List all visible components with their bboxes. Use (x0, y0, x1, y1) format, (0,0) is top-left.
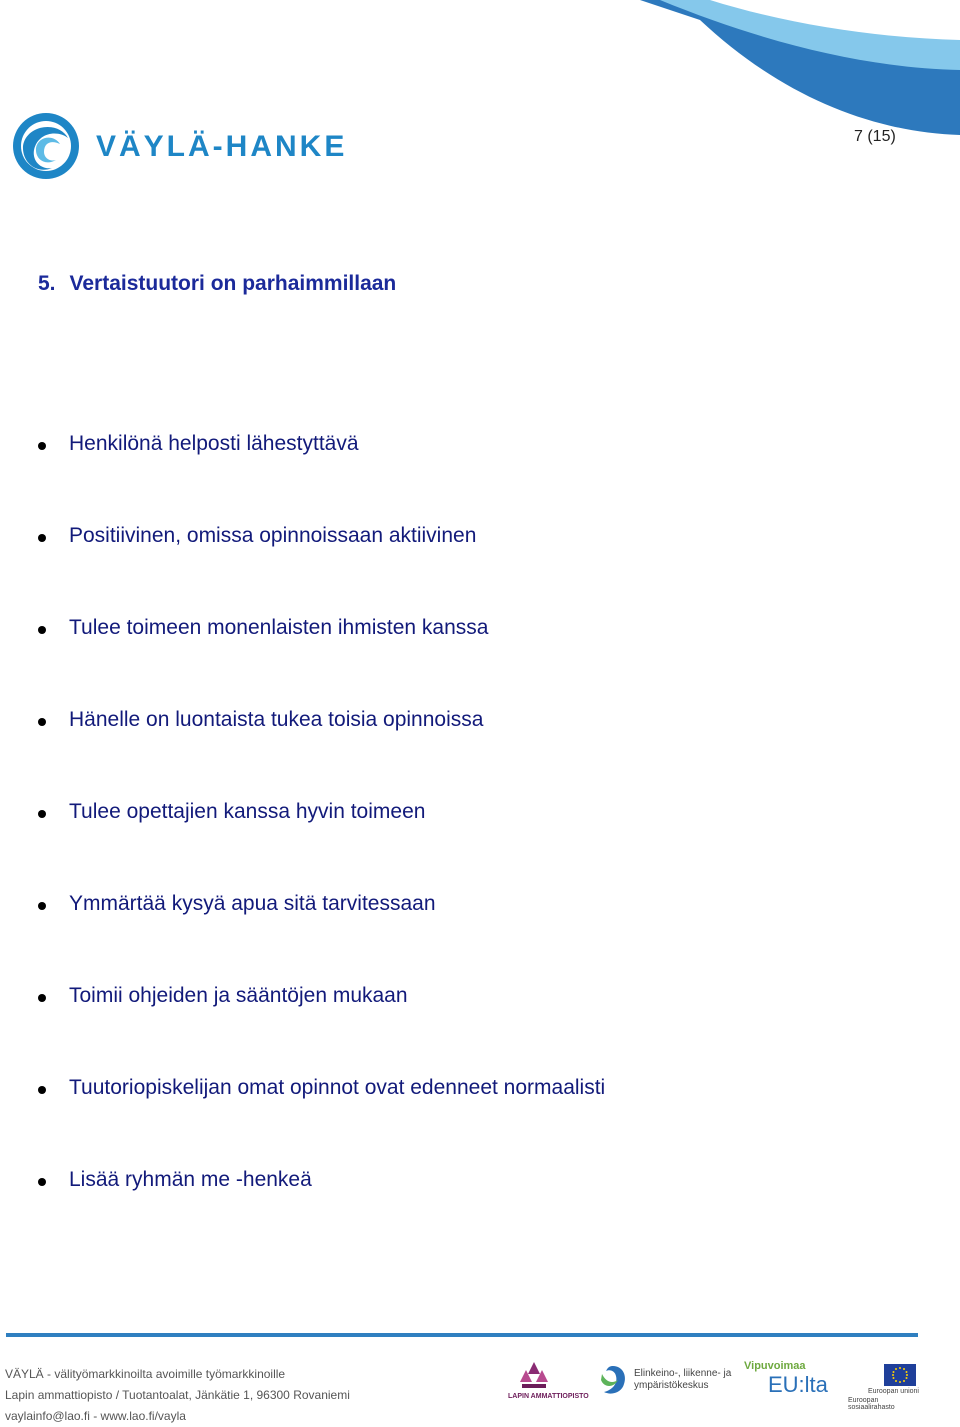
list-item (38, 800, 605, 892)
list-item (38, 1168, 605, 1260)
list-item-text: Ymmärtää kysyä apua sitä tarvitessaan (69, 892, 436, 915)
ely-keskus-logo-text-2: ympäristökeskus (634, 1380, 709, 1391)
section-heading (38, 272, 396, 296)
footer-divider (6, 1333, 918, 1337)
eu-flag-icon (884, 1364, 916, 1386)
list-item-text: Tulee toimeen monenlaisten ihmisten kanssa (69, 616, 489, 639)
eu-logo-text-1: Euroopan unioni (868, 1388, 919, 1395)
corner-swoosh-decoration (640, 0, 960, 140)
footer-address-line: Lapin ammattiopisto / Tuotantoalat, Jänkätie 1, 96300 Rovaniemi (5, 1388, 350, 1402)
eu-logo-text-2: Euroopan sosiaalirahasto (848, 1397, 895, 1411)
vipuvoimaa-logo-text: Vipuvoimaa (744, 1360, 806, 1372)
list-item (38, 524, 605, 616)
page-number: 7 (15) (854, 128, 896, 145)
list-item-text: Tuutoriopiskelijan omat opinnot ovat edenneet normaalisti (69, 1076, 606, 1099)
list-item (38, 708, 605, 800)
bullet-icon (38, 626, 46, 634)
bullet-icon (38, 534, 46, 542)
lapin-ammattiopisto-logo-text: LAPIN AMMATTIOPISTO (508, 1393, 589, 1400)
logo-text: VÄYLÄ-HANKE (96, 130, 348, 163)
list-item-text: Henkilönä helposti lähestyttävä (69, 432, 359, 455)
footer-project-line: VÄYLÄ - välityömarkkinoilta avoimille työmarkkinoille (5, 1367, 286, 1381)
list-item-text: Positiivinen, omissa opinnoissaan aktiivinen (69, 524, 477, 547)
list-item-text: Lisää ryhmän me -henkeä (69, 1168, 312, 1191)
bullet-icon (38, 718, 46, 726)
bullet-icon (38, 1178, 46, 1186)
section-number: 5. (38, 272, 56, 295)
list-item-text: Hänelle on luontaista tukea toisia opinnoissa (69, 708, 484, 731)
bullet-list (38, 432, 605, 1260)
bullet-icon (38, 902, 46, 910)
bullet-icon (38, 994, 46, 1002)
eulta-logo-text: EU:lta (768, 1372, 828, 1397)
lapin-ammattiopisto-logo-icon (520, 1360, 548, 1390)
list-item (38, 892, 605, 984)
list-item (38, 1076, 605, 1168)
list-item-text: Tulee opettajien kanssa hyvin toimeen (69, 800, 426, 823)
section-title: Vertaistuutori on parhaimmillaan (69, 272, 397, 295)
footer-logos (506, 1360, 920, 1411)
list-item (38, 984, 605, 1076)
bullet-icon (38, 810, 46, 818)
list-item-text: Toimii ohjeiden ja sääntöjen mukaan (69, 984, 408, 1007)
list-item (38, 616, 605, 708)
ely-keskus-logo-text-1: Elinkeino-, liikenne- ja (634, 1368, 732, 1379)
bullet-icon (38, 442, 46, 450)
ely-keskus-logo-icon (598, 1364, 628, 1398)
list-item (38, 432, 605, 524)
footer-contact-line[interactable]: vaylainfo@lao.fi - www.lao.fi/vayla (5, 1409, 186, 1423)
bullet-icon (38, 1086, 46, 1094)
